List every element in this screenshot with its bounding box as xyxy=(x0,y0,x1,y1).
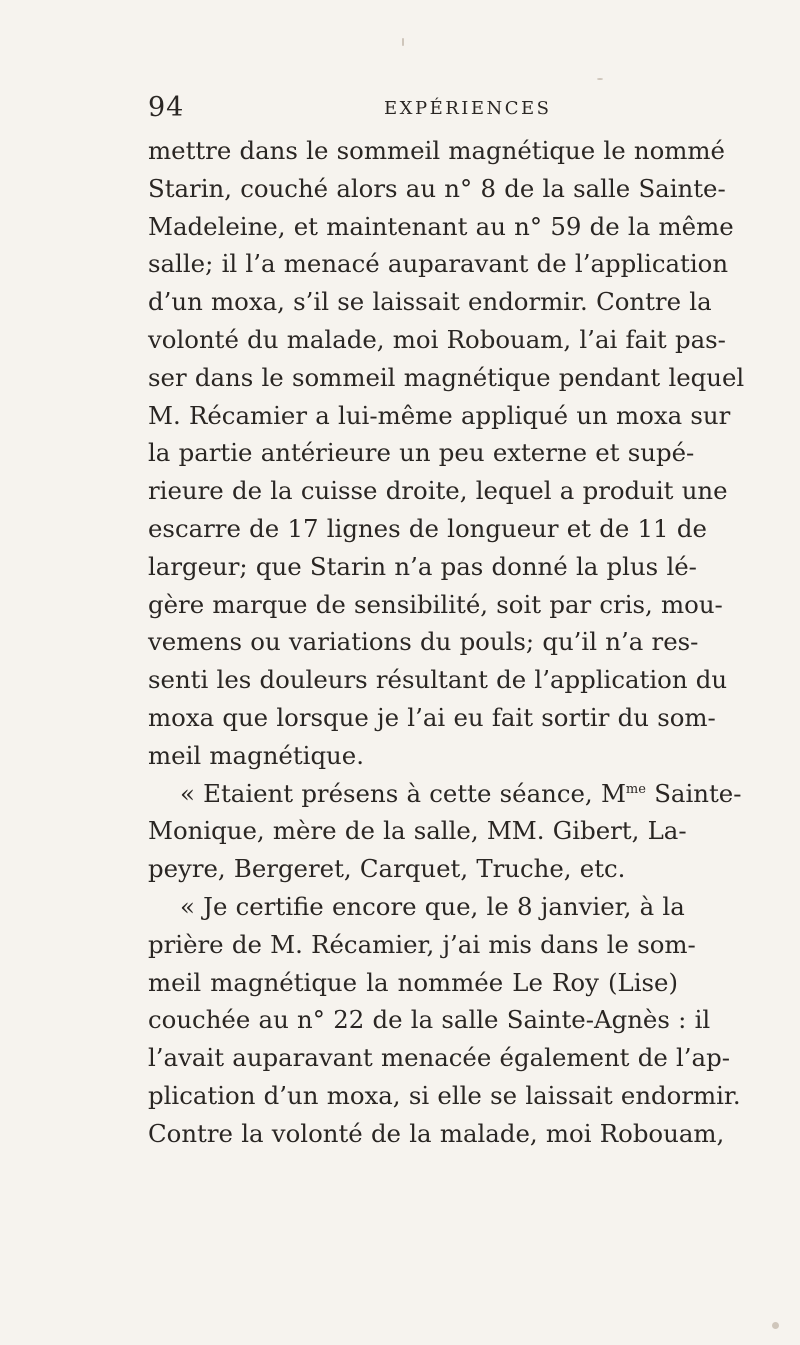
text-line xyxy=(148,775,742,813)
text-line: rieure de la cuisse droite, lequel a produit une xyxy=(148,476,728,506)
text-line: gère marque de sensibilité, soit par cris, mou- xyxy=(148,589,723,619)
paper-speck xyxy=(402,38,404,46)
text-line: meil magnétique. xyxy=(148,740,364,770)
running-head: EXPÉRIENCES xyxy=(384,98,552,119)
text-line: Contre la volonté de la malade, moi Robouam, xyxy=(148,1118,725,1148)
text-line: l’avait auparavant menacée également de l’ap- xyxy=(148,1043,730,1073)
text-line: moxa que lorsque je l’ai eu fait sortir du som- xyxy=(148,702,716,732)
paper-speck xyxy=(597,78,603,80)
text-line: Monique, mère de la salle, MM. Gibert, La- xyxy=(148,816,687,846)
text-line: M. Récamier a lui-même appliqué un moxa sur xyxy=(148,400,731,430)
text-line: vemens ou variations du pouls; qu’il n’a res- xyxy=(148,627,699,657)
text-line: escarre de 17 lignes de longueur et de 11 de xyxy=(148,513,707,543)
text-line: meil magnétique la nommée Le Roy (Lise) xyxy=(148,967,678,997)
body-text xyxy=(148,132,745,1153)
superscript: me xyxy=(625,781,646,797)
text-line: volonté du malade, moi Robouam, l’ai fait pas- xyxy=(148,324,726,354)
text-line: plication d’un moxa, si elle se laissait endormir. xyxy=(148,1080,741,1110)
text-line: Madeleine, et maintenant au n° 59 de la même xyxy=(148,211,734,241)
page-header xyxy=(148,92,688,132)
text-line: senti les douleurs résultant de l’application du xyxy=(148,665,728,695)
text-line: « Je certifie encore que, le 8 janvier, à la xyxy=(180,891,685,921)
paper-speck xyxy=(772,1322,779,1329)
text-line: couchée au n° 22 de la salle Sainte-Agnès : il xyxy=(148,1005,711,1035)
text-line: prière de M. Récamier, j’ai mis dans le som- xyxy=(148,929,696,959)
text-line: d’un moxa, s’il se laissait endormir. Contre la xyxy=(148,287,712,317)
text-line: salle; il l’a menacé auparavant de l’application xyxy=(148,249,729,279)
text-fragment: Sainte- xyxy=(645,778,742,808)
text-line: Starin, couché alors au n° 8 de la salle Sainte- xyxy=(148,173,726,203)
page-number: 94 xyxy=(148,92,185,123)
text-line: ser dans le sommeil magnétique pendant lequel xyxy=(148,362,745,392)
text-line: largeur; que Starin n’a pas donné la plus lé- xyxy=(148,551,697,581)
text-line: mettre dans le sommeil magnétique le nommé xyxy=(148,136,725,165)
text-line: la partie antérieure un peu externe et supé- xyxy=(148,438,695,468)
text-fragment: « Etaient présens à cette séance, M xyxy=(180,778,626,808)
text-line: peyre, Bergeret, Carquet, Truche, etc. xyxy=(148,854,626,884)
